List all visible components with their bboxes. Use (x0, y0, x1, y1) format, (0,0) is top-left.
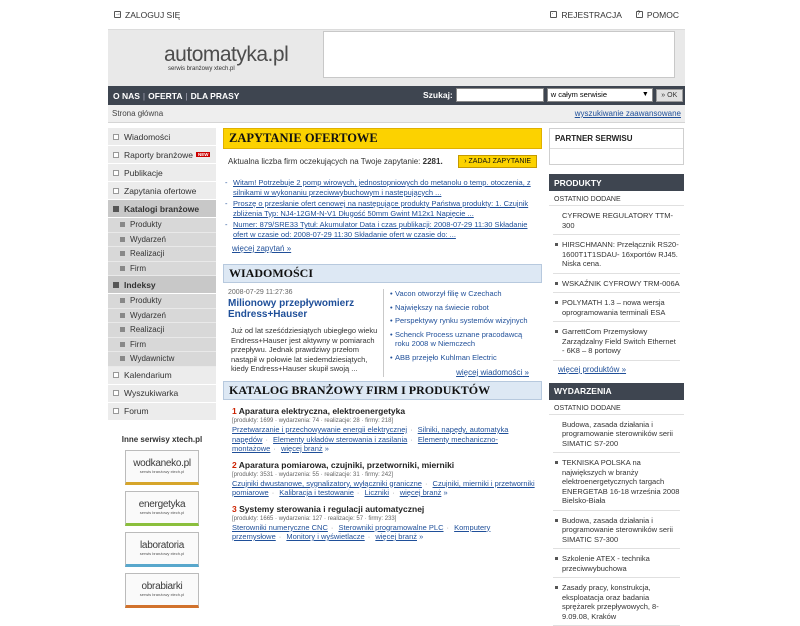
bullet-icon (120, 266, 125, 271)
inquiries-count-row (223, 149, 542, 174)
sidebar-item-label: Wyszukiwarka (124, 388, 178, 398)
sidebar-subitem-label: Produkty (130, 296, 162, 305)
inquiries-count-text (228, 157, 443, 166)
search-form (423, 88, 683, 102)
bullet-icon (113, 282, 119, 288)
other-site-name: energetyka (139, 499, 185, 510)
list-item[interactable]: TEKNISKA POLSKA na największych w branży elektroenergetycznych targach ENERGETAB 16-18 września 2008 Bielsko-Biała (553, 453, 680, 511)
catalog-entry-meta: [produkty: 1699 · wydarzenia: 74 · realizacje: 28 · firmy: 218] (232, 418, 537, 424)
events-subtitle: OSTATNIO DODANE (549, 400, 684, 415)
breadcrumb-home[interactable]: Strona główna (112, 109, 163, 118)
sidebar-item-news[interactable] (108, 128, 216, 146)
help-icon: ? (636, 11, 643, 18)
other-site-tagline: serwis branżowy xtech.pl (140, 469, 184, 474)
sidebar-item-calendar[interactable] (108, 367, 216, 385)
advanced-search-link[interactable]: wyszukiwanie zaawansowane (575, 109, 681, 118)
news-item[interactable]: • Perspektywy rynku systemów wizyjnych (390, 316, 533, 326)
catalog-link[interactable]: Czujniki, mierniki i przetworniki pomiarowe (232, 479, 535, 498)
news-item[interactable]: • Największy na świecie robot (390, 303, 533, 313)
bullet-icon (113, 206, 119, 212)
sidebar-subitem-catalog-products[interactable] (108, 218, 216, 233)
search-input[interactable] (456, 88, 544, 102)
products-list (549, 206, 684, 361)
catalog-entry-number: 2 (232, 460, 237, 470)
sidebar-subitem-index-companies[interactable] (108, 338, 216, 353)
catalog-section (223, 400, 542, 542)
other-site-tagline: serwis branżowy xtech.pl (140, 551, 184, 556)
sidebar-subitem-label: Realizacji (130, 325, 164, 334)
sidebar-subitem-index-publishers[interactable] (108, 352, 216, 367)
catalog-link[interactable]: Elementy układów sterowania i zasilania (273, 435, 407, 444)
catalog-link[interactable]: Sterowniki programowalne PLC (338, 523, 443, 532)
catalog-entry-meta: [produkty: 1665 · wydarzenia: 127 · realizacje: 57 · firmy: 233] (232, 516, 537, 522)
sidebar-subitem-label: Wydarzeń (130, 311, 166, 320)
news-lead: Już od lat sześćdziesiątych ubiegłego wieku Endress+Hauser jest aktywny w pomiarach przepływu. Jednak prawdziwy przełom nastąpił w połowie lat siedemdziesiątych, kiedy Endress+Hauser skupił swoją ... (228, 326, 379, 374)
register-icon: · (550, 11, 557, 18)
chevron-down-icon: ▼ (642, 91, 649, 98)
events-title: WYDARZENIA (549, 383, 684, 400)
bullet-icon (120, 251, 125, 256)
more-branches-link[interactable]: więcej branż (400, 488, 442, 497)
page (108, 0, 685, 600)
site-logo[interactable] (108, 44, 308, 72)
login-label: ZALOGUJ SIĘ (125, 10, 180, 20)
inquiry-link[interactable]: Numer: 879/SRE33 Tytuł: Akumulator Data i czas publikacji: 2008-07-29 11:30 Składanie ofert w czasie od: 2008-07-29 11:30 Składanie ofert w czasie do: ... (233, 220, 527, 239)
inquiries-title: ZAPYTANIE OFERTOWE (223, 128, 542, 149)
search-scope-value: w całym serwisie (551, 90, 607, 99)
bullet-icon (113, 390, 119, 396)
other-site-name: obrabiarki (142, 581, 183, 592)
bullet-icon (113, 170, 119, 176)
events-list (549, 415, 684, 626)
more-inquiries-label: więcej zapytań (232, 244, 284, 253)
list-item[interactable] (231, 199, 538, 218)
partner-title: PARTNER SERWISU (550, 129, 683, 149)
other-sites-title: Inne serwisy xtech.pl (108, 435, 216, 444)
sidebar-subitem-index-events[interactable] (108, 309, 216, 324)
bullet-icon (113, 134, 119, 140)
bullet-icon (120, 327, 125, 332)
login-icon: → (114, 11, 121, 18)
products-subtitle: OSTATNIO DODANE (549, 191, 684, 206)
catalog-entry-name[interactable]: Aparatura elektryczna, elektroenergetyka (239, 406, 405, 416)
more-inquiries-link[interactable]: więcej zapytań » (223, 241, 542, 256)
other-site-energetyka[interactable] (125, 491, 199, 526)
more-news-link[interactable]: więcej wiadomości » (390, 366, 533, 377)
register-label: REJESTRACJA (561, 10, 621, 20)
catalog-link[interactable]: Komputery przemysłowe (232, 523, 490, 542)
sidebar-subitem-index-products[interactable] (108, 294, 216, 309)
catalog-link[interactable]: Przetwarzanie i przechowywanie energii elektrycznej (232, 425, 407, 434)
search-ok-button[interactable]: » OK (656, 89, 683, 102)
news-date: 2008-07-29 11:27:36 (228, 289, 379, 296)
catalog-entry-name[interactable]: Aparatura pomiarowa, czujniki, przetworniki, mierniki (239, 460, 454, 470)
main-nav: O NAS | OFERTA | DLA PRASY Szukaj: w całym serwisie ▼ » OK (108, 86, 685, 105)
list-item[interactable]: Budowa, zasada działania i programowanie sterowników serii SIMATIC S7-200 (553, 415, 680, 454)
logo-text: automatyka.pl (164, 44, 308, 65)
list-item[interactable] (231, 178, 538, 197)
bullet-icon (120, 298, 125, 303)
search-label: Szukaj: (423, 90, 453, 100)
search-ok-label: OK (667, 92, 677, 99)
sidebar-item-label: Raporty branżowe (124, 150, 193, 160)
sidebar-item-label: Forum (124, 406, 149, 416)
header-banner[interactable] (323, 31, 675, 78)
sidebar-subitem-label: Firm (130, 264, 146, 273)
other-site-tagline: serwis branżowy xtech.pl (140, 510, 184, 515)
catalog-entry-name[interactable]: Systemy sterowania i regulacji automatycznej (239, 504, 424, 514)
catalog-link[interactable]: Monitory i wyświetlacze (286, 532, 364, 541)
sidebar-item-label: Katalogi branżowe (124, 204, 199, 214)
bullet-icon (113, 372, 119, 378)
news-list (390, 289, 533, 362)
news-headline[interactable]: Milionowy przepływomierz Endress+Hauser (228, 298, 379, 320)
help-label: POMOC (647, 10, 679, 20)
inquiries-count: 2281. (423, 157, 443, 166)
top-bar (108, 0, 685, 29)
catalog-link[interactable]: Czujniki dwustanowe, sygnalizatory, wyłączniki graniczne (232, 479, 422, 488)
inquiry-link[interactable]: Witam! Potrzebuje 2 pomp wirowych, jednostopniowych do metanolu o temp. otoczenia, z silnikami w wykonaniu przeciwwybuchowym i nastepujących ... (233, 178, 531, 197)
list-item[interactable]: Budowa, zasada działania i programowanie sterowników serii SIMATIC S7-300 (553, 511, 680, 550)
inquiries-count-label: Aktualna liczba firm oczekujących na Twoje zapytanie: (228, 157, 420, 166)
ask-inquiry-button[interactable]: › ZADAJ ZAPYTANIE (458, 155, 537, 168)
catalog-entry-meta: [produkty: 3531 · wydarzenia: 55 · realizacje: 31 · firmy: 242] (232, 472, 537, 478)
list-item[interactable]: Szkolenie ATEX - technika przeciwwybuchowa (553, 549, 680, 578)
sidebar-subitem-label: Realizacji (130, 249, 164, 258)
nav-item-press[interactable]: DLA PRASY (191, 91, 240, 101)
search-scope-select[interactable] (547, 88, 653, 102)
catalog-entry-number: 3 (232, 504, 237, 514)
list-item[interactable]: CYFROWE REGULATORY TTM-300 (553, 206, 680, 235)
sidebar-item-catalogs[interactable] (108, 200, 216, 218)
sidebar-item-inquiries[interactable] (108, 182, 216, 200)
sidebar-item-label: Kalendarium (124, 370, 172, 380)
other-site-obrabiarki[interactable] (125, 573, 199, 608)
list-item[interactable]: POLYMATH 1.3 – nowa wersja oprogramowania terminali ESA (553, 293, 680, 322)
sidebar-subitem-catalog-companies[interactable] (108, 262, 216, 277)
news-item[interactable]: • ABB przejęło Kuhlman Electric (390, 353, 533, 363)
sidebar (108, 128, 216, 608)
list-item[interactable]: WSKAŹNIK CYFROWY TRM-006A (553, 274, 680, 294)
list-item[interactable]: Zasady pracy, konstrukcja, eksploatacja oraz badania sprężarek przepływowych, 8-9.09.08, Kraków (553, 578, 680, 626)
inquiry-link[interactable]: Proszę o przesłanie ofert cenowej na następujące produkty Państwa produkty: 1. Czujnik zbliżenia Typ: NJ4-12GM-N-V1 Długość 50mm Gwint M12x1 Napięcie ... (233, 199, 528, 218)
ask-inquiry-label: ZADAJ ZAPYTANIE (469, 158, 532, 165)
catalog-link[interactable]: Elementy mechaniczno-montażowe (232, 435, 498, 454)
list-item[interactable]: HIRSCHMANN: Przełącznik RS20-1600T1T1SDAU- 16xportów RJ45. Niska cena. (553, 235, 680, 274)
news-title: WIADOMOŚCI (223, 264, 542, 283)
catalog-link[interactable]: Kalibracja i testowanie (279, 488, 354, 497)
register-link[interactable] (550, 10, 621, 20)
sidebar-item-forum[interactable] (108, 403, 216, 421)
nav-item-offer[interactable]: OFERTA (148, 91, 182, 101)
catalog-entry-number: 1 (232, 406, 237, 416)
logo-tagline: serwis branżowy xtech.pl (168, 66, 308, 72)
list-item[interactable]: GarrettCom Przemysłowy Zarządzalny Field Switch Ethernet - 6K8 – 8 portowy (553, 322, 680, 361)
other-site-name: laboratoria (140, 540, 184, 551)
more-news-label: więcej wiadomości (456, 368, 522, 377)
sidebar-item-label: Wiadomości (124, 132, 170, 142)
products-title: PRODUKTY (549, 174, 684, 191)
news-section (223, 283, 542, 377)
bullet-icon (120, 356, 125, 361)
other-site-name: wodkaneko.pl (133, 458, 191, 469)
catalog-title: KATALOG BRANŻOWY FIRM I PRODUKTÓW (223, 381, 542, 400)
catalog-link[interactable]: Silniki, napędy, automatyka napędów (232, 425, 508, 444)
sidebar-item-label: Indeksy (124, 280, 156, 290)
list-item[interactable] (231, 220, 538, 239)
catalog-link[interactable]: Liczniki (365, 488, 390, 497)
sidebar-item-reports[interactable] (108, 146, 216, 164)
sidebar-subitem-index-projects[interactable] (108, 323, 216, 338)
sidebar-subitem-label: Wydarzeń (130, 235, 166, 244)
catalog-link[interactable]: Sterowniki numeryczne CNC (232, 523, 328, 532)
sidebar-item-label: Publikacje (124, 168, 163, 178)
sidebar-subitem-catalog-projects[interactable] (108, 247, 216, 262)
sidebar-item-search[interactable] (108, 385, 216, 403)
catalog-entry: 3 Systemy sterowania i regulacji automatycznej [produkty: 1665 · wydarzenia: 127 · realizacje: 57 · firmy: 233] Sterowniki numeryczne CNC · Sterowniki programowalne PLC · Komputery przemysłowe · Monitory i wyświetlacze · więcej branż » (232, 504, 537, 542)
sidebar-item-publications[interactable] (108, 164, 216, 182)
partner-box (549, 128, 684, 165)
other-site-tagline: serwis branżowy xtech.pl (140, 592, 184, 597)
bullet-icon (113, 188, 119, 194)
bullet-icon (113, 152, 119, 158)
more-products-link[interactable]: więcej produktów » (549, 361, 684, 374)
breadcrumb (108, 105, 685, 123)
bullet-icon (120, 237, 125, 242)
sidebar-subitem-label: Produkty (130, 220, 162, 229)
news-item[interactable]: • Schenck Process uznane pracodawcą roku 2008 w Niemczech (390, 330, 533, 349)
help-link[interactable] (636, 10, 679, 20)
other-site-laboratoria[interactable] (125, 532, 199, 567)
bullet-icon (120, 222, 125, 227)
more-products-label: więcej produktów (558, 365, 619, 374)
more-branches-link[interactable]: więcej branż (375, 532, 417, 541)
catalog-entry: 1 Aparatura elektryczna, elektroenergetyka [produkty: 1699 · wydarzenia: 74 · realizacje: 28 · firmy: 218] Przetwarzanie i przechowywanie energii elektrycznej · Silniki, napędy, automatyka napędów · Elementy układów sterowania i zasilania · Elementy mechaniczno-montażowe · więcej branż » (232, 406, 537, 454)
sidebar-subitem-label: Wydawnictw (130, 354, 174, 363)
more-branches-link[interactable]: więcej branż (281, 444, 323, 453)
new-badge: NEW (196, 152, 211, 157)
other-site-wodkaneko[interactable] (125, 450, 199, 485)
inquiries-list (223, 174, 542, 239)
nav-item-about[interactable]: O NAS (113, 91, 140, 101)
bullet-icon (113, 408, 119, 414)
right-column (549, 128, 684, 626)
news-item[interactable]: • Vacon otworzył filię w Czechach (390, 289, 533, 299)
sidebar-subitem-catalog-events[interactable] (108, 233, 216, 248)
main-content (223, 128, 542, 548)
sidebar-item-label: Zapytania ofertowe (124, 186, 196, 196)
sidebar-subitem-label: Firm (130, 340, 146, 349)
sidebar-item-indexes[interactable] (108, 276, 216, 294)
login-link[interactable] (114, 10, 180, 20)
bullet-icon (120, 342, 125, 347)
bullet-icon (120, 313, 125, 318)
catalog-entry: 2 Aparatura pomiarowa, czujniki, przetworniki, mierniki [produkty: 3531 · wydarzenia: 55 · realizacje: 31 · firmy: 242] Czujniki dwustanowe, sygnalizatory, wyłączniki graniczne · Czujniki, mierniki i przetworniki pomiarowe · Kalibracja i testowanie · Liczniki · więcej branż » (232, 460, 537, 498)
